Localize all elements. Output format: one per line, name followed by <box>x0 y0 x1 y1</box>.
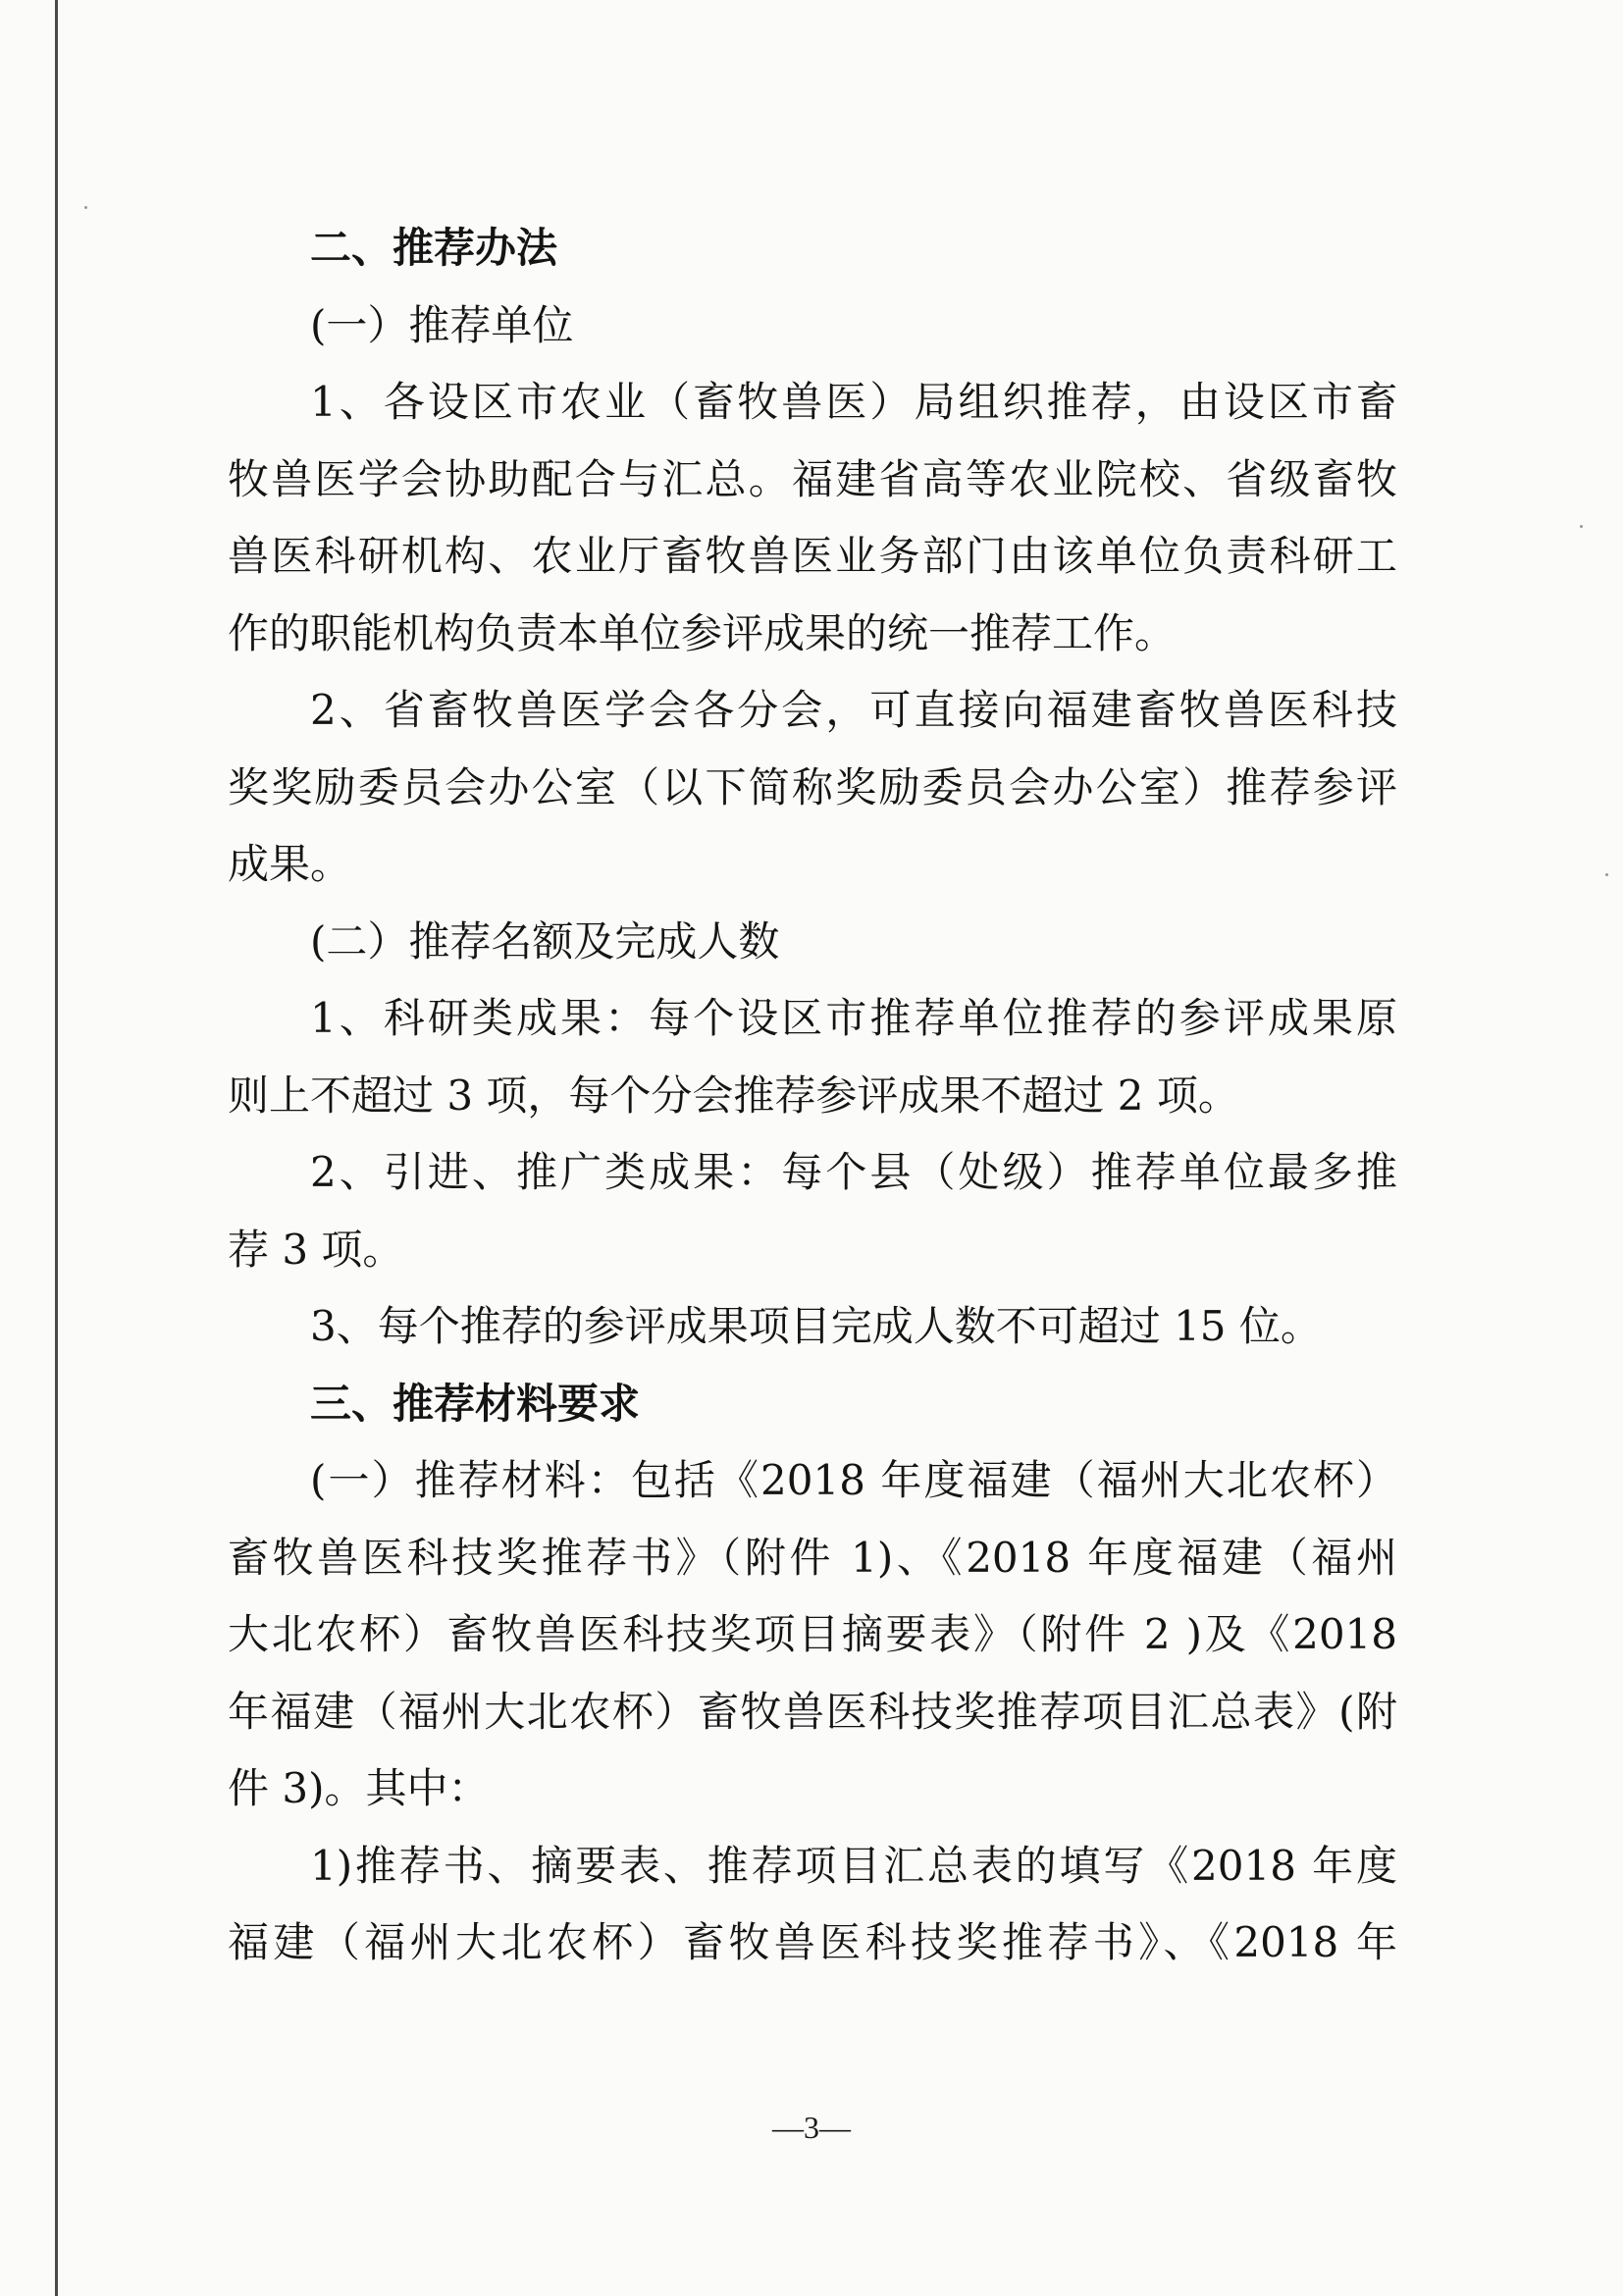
text-line: 2、省畜牧兽医学会各分会，可直接向福建畜牧兽医科技 <box>310 686 1397 734</box>
text-line: 则上不超过 3 项，每个分会推荐参评成果不超过 2 项。 <box>228 1070 1239 1120</box>
text-line: 1、科研类成果：每个设区市推荐单位推荐的参评成果原 <box>310 994 1397 1042</box>
section-heading: 二、推荐办法 <box>310 224 558 272</box>
text-line: 奖奖励委员会办公室（以下简称奖励委员会办公室）推荐参评 <box>228 762 1397 811</box>
scan-speck <box>1580 525 1583 528</box>
text-line: 成果。 <box>228 840 352 888</box>
text-line: 作的职能机构负责本单位参评成果的统一推荐工作。 <box>228 608 1177 657</box>
text-line: 畜牧兽医科技奖推荐书》（附件 1)、《2018 年度福建（福州 <box>228 1533 1397 1582</box>
section-heading: 三、推荐材料要求 <box>310 1379 641 1428</box>
document-body <box>228 210 1397 1982</box>
scan-binding-edge <box>55 0 58 2296</box>
text-line: 大北农杯）畜牧兽医科技奖项目摘要表》（附件 2 )及《2018 <box>228 1610 1397 1658</box>
text-line: 2、引进、推广类成果：每个县（处级）推荐单位最多推 <box>310 1148 1397 1196</box>
text-line: 1)推荐书、摘要表、推荐项目汇总表的填写《2018 年度 <box>310 1841 1397 1890</box>
text-line: (一）推荐单位 <box>310 300 574 349</box>
scan-speck <box>1605 873 1608 876</box>
text-line: 1、各设区市农业（畜牧兽医）局组织推荐，由设区市畜 <box>310 378 1397 426</box>
text-line: 荐 3 项。 <box>228 1225 404 1274</box>
scan-speck <box>84 206 87 209</box>
text-line: (二）推荐名额及完成人数 <box>310 916 780 965</box>
text-line: (一）推荐材料：包括《2018 年度福建（福州大北农杯） <box>310 1456 1397 1504</box>
text-line: 牧兽医学会协助配合与汇总。福建省高等农业院校、省级畜牧 <box>228 454 1397 503</box>
text-line: 年福建（福州大北农杯）畜牧兽医科技奖推荐项目汇总表》(附 <box>228 1687 1397 1736</box>
text-line: 3、每个推荐的参评成果项目完成人数不可超过 15 位。 <box>310 1302 1322 1350</box>
page-number: —3— <box>772 2110 851 2145</box>
text-line: 件 3)。其中： <box>228 1764 490 1812</box>
text-line: 福建（福州大北农杯）畜牧兽医科技奖推荐书》、《2018 年 <box>228 1918 1397 1966</box>
text-line: 兽医科研机构、农业厅畜牧兽医业务部门由该单位负责科研工 <box>228 532 1397 580</box>
